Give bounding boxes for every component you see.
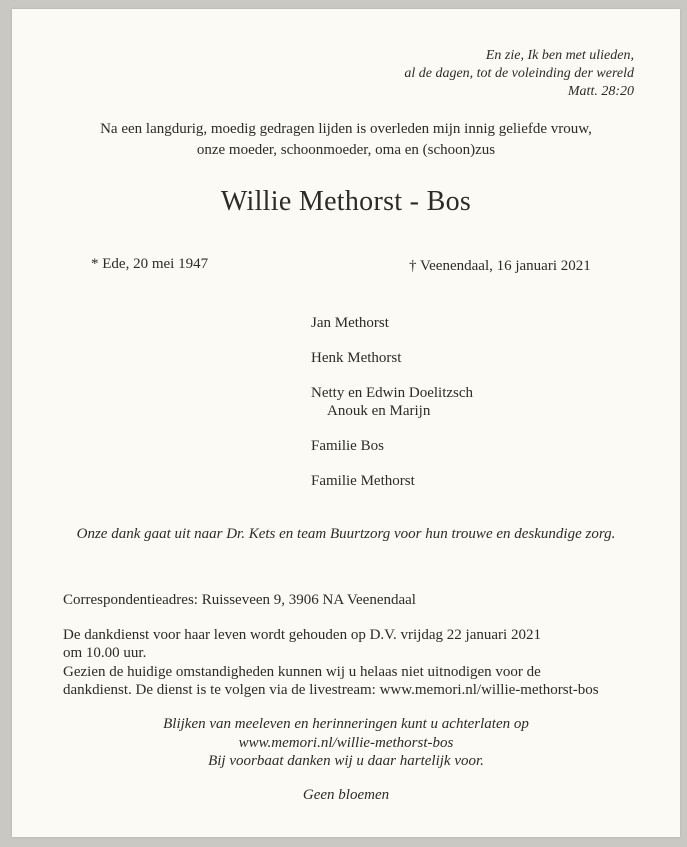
verse-line-1: En zie, Ik ben met ulieden, [485,48,634,63]
closing-line-1: Blijken van meeleven en herinneringen kunt u achterlaten op [163,716,529,732]
correspondence-address: Correspondentieadres: Ruisseveen 9, 3906 NA Veenendaal [63,592,416,608]
closing-line-3: Bij voorbaat danken wij u daar hartelijk voor. [208,753,484,769]
family-member-henk: Henk Methorst [311,350,402,366]
family-bos: Familie Bos [311,438,384,454]
closing-url: www.memori.nl/willie-methorst-bos [238,735,454,751]
deceased-name: Willie Methorst - Bos [220,186,472,217]
family-member-jan: Jan Methorst [311,315,389,331]
thanks-note: Onze dank gaat uit naar Dr. Kets en team Buurtzorg voor hun trouwe en deskundige zorg. [76,526,616,542]
grandchildren: Anouk en Marijn [327,403,431,419]
family-methorst: Familie Methorst [311,473,415,489]
verse-reference: Matt. 28:20 [567,84,634,99]
service-line-2: om 10.00 uur. [63,645,147,661]
verse-line-2: al de dagen, tot de voleinding der wereld [404,66,634,81]
intro-line-1: Na een langdurig, moedig gedragen lijden is overleden mijn innig geliefde vrouw, [100,121,592,137]
bible-verse [404,47,634,101]
intro-line-2: onze moeder, schoonmoeder, oma en (schoon)zus [196,142,496,158]
obituary-card [12,9,680,837]
service-line-1: De dankdienst voor haar leven wordt gehouden op D.V. vrijdag 22 januari 2021 [63,627,541,643]
service-line-3: Gezien de huidige omstandigheden kunnen wij u helaas niet uitnodigen voor de [63,664,541,680]
no-flowers-note: Geen bloemen [302,787,390,803]
announcement-intro [12,119,680,161]
family-member-netty: Netty en Edwin Doelitzsch [311,385,474,401]
service-line-4: dankdienst. De dienst is te volgen via de livestream: www.memori.nl/willie-methorst-bos [63,682,599,698]
birth-info: * Ede, 20 mei 1947 [91,256,209,272]
death-info: † Veenendaal, 16 januari 2021 [409,258,591,274]
